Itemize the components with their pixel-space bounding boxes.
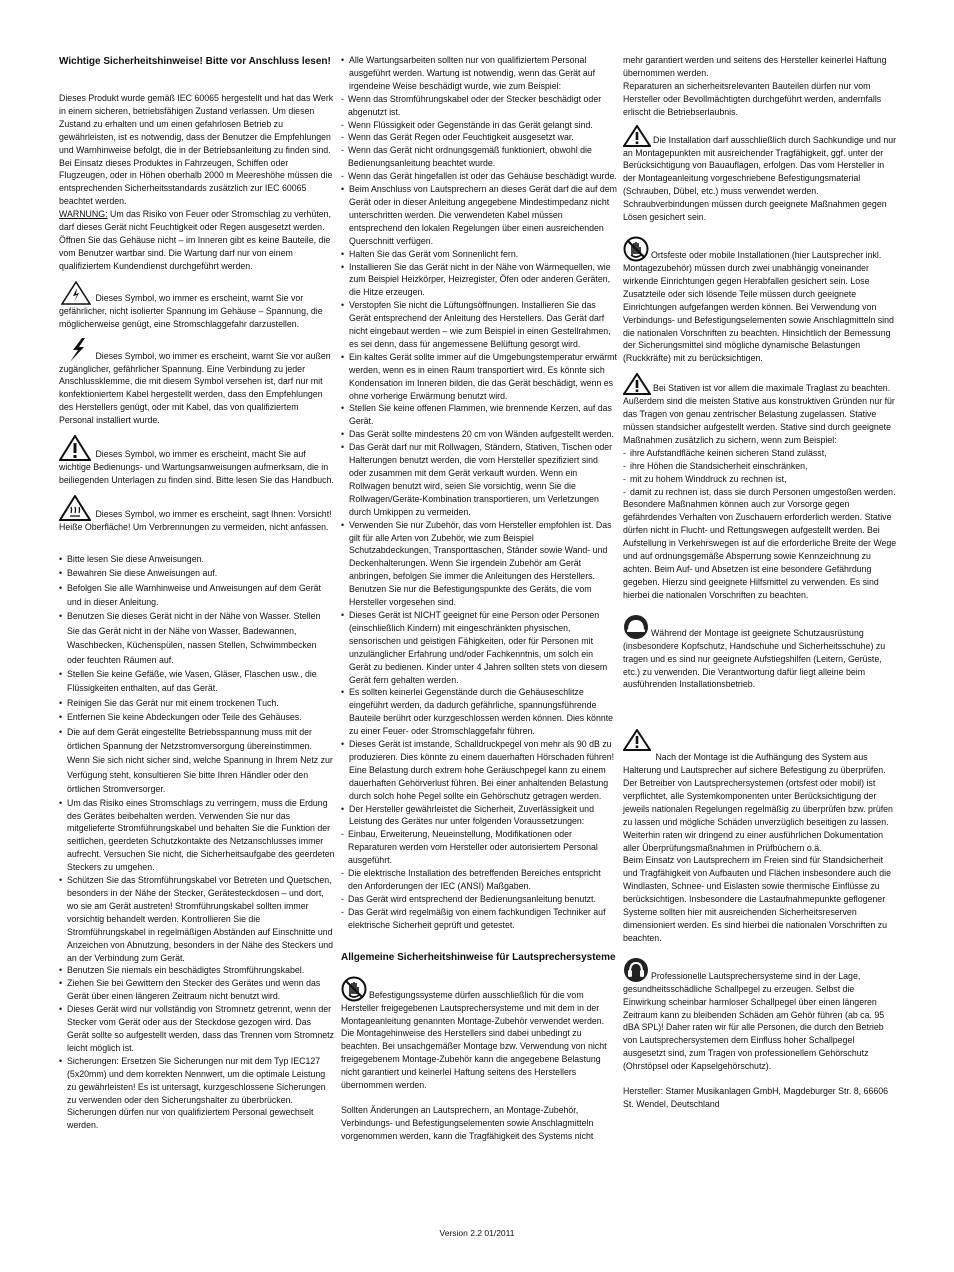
- list-item: - Wenn das Gerät Regen oder Feuchtigkeit ausgesetzt war.: [341, 131, 617, 144]
- symbol-exclamation-paragraph: [59, 435, 335, 487]
- list-item: • Die auf dem Gerät eingestellte Betriebsspannung muss mit der örtlichen Spannung der Netzstromversorgung übereinstimmen. Wenn Sie sich nicht sicher sind, welche Spannung in Ihrem Netz zur Verfügung steht, konsultieren Sie bitte Ihren Händler oder den örtlichen Stromversorger.: [59, 725, 335, 797]
- list-item: • Dieses Gerät ist NICHT geeignet für eine Person oder Personen (einschließlich Kindern) mit eingeschränkten physischen, sensorischen und geistigen Fähigkeiten, oder für Personen mit unzulänglicher Erfahrung und/oder Fachkenntnis, um solch ein Gerät zu bedienen. Kinder unter 4 Jahren sollten stets von diesem Gerät fern gehalten werden.: [341, 609, 617, 686]
- professional-speakers-text: Professionelle Lautsprechersysteme sind in der Lage, gesundheitsschädliche Schallpegel zu erzeugen. Selbst die Einwirkung scheinbar harmloser Schallpegel über einen längeren Zeitraum kann zu bleibenden Schäden am Gehör führen (ab ca. 95 dBA SPL)! Daher raten wir für alle Personen, die durch den Betrieb von Lautsprechersystemen dem Einfluss hoher Schallpegel ausgesetzt sind, zum Tragen von professionellem Gehörschutz (Ohrstöpsel oder Kapselgehörschutz).: [623, 970, 885, 1072]
- list-item: • Dieses Gerät ist imstande, Schalldruckpegel von mehr als 90 dB zu produzieren. Dies könnte zu einem dauerhaften Hörschaden führen! Eine Belastung durch extrem hohe Geräuschpegel kann zu einem dauerhaften Gehörverlust führen. Bei einer anhaltenden Belastung durch solch hohe Pegel sollte ein Gehörschutz getragen werden.: [341, 738, 617, 803]
- symbol-voltage-text: Dieses Symbol, wo immer es erscheint, warnt Sie vor gefährlicher, nicht isolierter Spannung im Gehäuse – Spannung, die möglicherweise genügt, eine Stromschlaggefahr darzustellen.: [59, 292, 323, 329]
- list-item: • Das Gerät darf nur mit Rollwagen, Ständern, Stativen, Tischen oder Halterungen benutzt werden, die vom Hersteller spezifiziert sind oder zusammen mit dem Gerät verkauft wurden. Wenn ein Rollwagen benutzt wird, seien Sie vorsichtig, wenn Sie die Rollwagen/Geräte-Kombination transportieren, um Verletzungen durch Umkippen zu vermeiden.: [341, 441, 617, 518]
- list-item: • Ziehen Sie bei Gewittern den Stecker des Gerätes und wenn das Gerät über einen längeren Zeitraum nicht benutzt wird.: [59, 977, 335, 1003]
- warning-label: WARNUNG:: [59, 209, 108, 220]
- exclamation-triangle-icon: [623, 373, 651, 395]
- speaker-safety-title: Allgemeine Sicherheitshinweise für Lautsprechersysteme: [341, 951, 616, 963]
- list-item: • Reinigen Sie das Gerät nur mit einem trockenen Tuch.: [59, 696, 335, 710]
- symbol-lightning-paragraph: [59, 337, 335, 428]
- col2-maintenance-dashes: [341, 93, 617, 183]
- list-item: • Alle Wartungsarbeiten sollten nur von qualifiziertem Personal ausgeführt werden. Wartung ist notwendig, wenn das Gerät auf irgendeine Weise beschädigt wurde, wie zum Beispiel:: [341, 54, 617, 93]
- tripods-paragraph: [623, 373, 899, 447]
- assembly-paragraph: [623, 614, 899, 692]
- symbol-voltage-paragraph: [59, 281, 335, 331]
- mounting-systems-text: Befestigungssysteme dürfen ausschließlich für die vom Hersteller freigegebenen Lautsprechersysteme und mit dem in der Montageanleitung genannten Montage-Zubehör verwendet werden. Die Montagehinweise des Herstellers sind dabei unbedingt zu beachten. Bei unsachgemäßer Montage bzw. Verwendung von nicht freigegebenem Montage-Zubehör kann die angegebene Belastung nicht garantiert und keinerlei Haftung seitens des Herstellers übernommen werden.: [341, 989, 607, 1091]
- symbol-hot-text: Dieses Symbol, wo immer es erscheint, sagt Ihnen: Vorsicht! Heiße Oberfläche! Um Verbrennungen zu vermeiden, nicht anfassen.: [59, 508, 332, 532]
- list-item: • Beim Anschluss von Lautsprechern an dieses Gerät darf die auf dem Gerät oder in dieser Anleitung angegebene Mindestimpedanz nicht unterschritten werden. Die verwendeten Kabel müssen entsprechend den lokalen Regelungen über einen ausreichenden Querschnitt verfügen.: [341, 183, 617, 248]
- list-item: • Schützen Sie das Stromführungskabel vor Betreten und Quetschen, besonders in der Nähe der Stecker, Gerätesteckdosen – und dort, wo sie am Gerät austreten! Stromführungskabel sollten immer vorsichtig behandelt werden. Kontrollieren Sie die Stromführungskabel in regelmäßigen Abständen auf Einschnitte und Anzeichen von Abnutzung, besonders in der Nähe des Steckers und an der Verbindung zum Gerät.: [59, 874, 335, 964]
- exclamation-triangle-icon: [623, 716, 651, 764]
- exclamation-triangle-icon: [59, 435, 91, 461]
- column-3: [623, 54, 899, 1111]
- installation-text: Die Installation darf ausschließlich durch Sachkundige und nur an Montagepunkten mit ausreichender Tragfähigkeit, ggf. unter der Berücksichtigung von Bauauflagen, erfolgen. Das vom Hersteller in der Montageanleitung vorgeschriebene Befestigungsmaterial (Schrauben, Dübel, etc.) muss verwendet werden. Schraubverbindungen müssen durch geeignete Maßnahmen gegen Lösen gesichert sein.: [623, 134, 897, 223]
- mounting-systems-paragraph: [341, 976, 617, 1092]
- list-item: • Stellen Sie keine Gefäße, wie Vasen, Gläser, Flaschen usw., die Flüssigkeiten enthalten, auf das Gerät.: [59, 667, 335, 696]
- assembly-text: Während der Montage ist geeignete Schutzausrüstung (insbesondere Kopfschutz, Handschuhe und Sicherheitsschuhe) zu tragen und es sind nur geeignete Aufstiegshilfen (Leitern, Gerüste, etc.) zu verwenden. Die Verantwortung dafür liegt alleine beim ausführenden Installationsbetrieb.: [623, 627, 886, 690]
- version-footer: Version 2.2 01/2011: [439, 1228, 515, 1238]
- list-item: - ihre Höhen die Standsicherheit einschränken,: [623, 460, 899, 473]
- list-item: • Bitte lesen Sie diese Anweisungen.: [59, 552, 335, 566]
- no-hand-icon: [623, 236, 649, 262]
- safety-title: Wichtige Sicherheitshinweise! Bitte vor Anschluss lesen!: [59, 56, 331, 67]
- list-item: • Halten Sie das Gerät vom Sonnenlicht fern.: [341, 248, 617, 261]
- list-item: • Um das Risiko eines Stromschlags zu verringern, muss die Erdung des Gerätes beibehalten werden. Verwenden Sie nur das mitgelieferte Stromführungskabel und behalten Sie die Funktion der seitlichen, geerdeten Schutzkontakte des Netzanschlusses immer aufrecht. Versuchen Sie nicht, die Sicherheitsaufgabe des geerdeten Steckers zu umgehen.: [59, 797, 335, 874]
- exclamation-triangle-icon: [623, 125, 651, 147]
- hot-surface-triangle-icon: [59, 495, 91, 521]
- column-1: [59, 54, 335, 1132]
- list-item: - damit zu rechnen ist, dass sie durch Personen umgestoßen werden.: [623, 486, 899, 499]
- column-2: [341, 54, 617, 1143]
- warning-paragraph: [59, 208, 335, 273]
- suspension-check-text: Nach der Montage ist die Aufhängung des System aus Halterung und Lautsprecher auf sichere Befestigung zu überprüfen. Der Betreiber von Lautsprechersystemen (ortsfest oder mobil) ist verpflichtet, alle Systemkomponenten unter Berücksichtigung der jeweils nationalen Regelungen regelmäßig zu überprüfen bzw. prüfen zu lassen und mögliche Schäden unverzüglich beseitigen zu lassen. Weiterhin raten wir dringend zu einer ausführlichen Dokumentation aller Überprüfungsmaßnahmen in Prüfbüchern o.ä. Beim Einsatz von Lautsprechern im Freien sind für Standsicherheit und Tragfähigkeit von Aufbauten und Flächen insbesondere auch die Windlasten, Schnee- und Eislasten sowie thermische Einflüsse zu berücksichtigen. Insbesondere die Lastaufnahmepunkte geflogener Systeme sollten hier mit ausreichenden Sicherheitsreserven dimensioniert werden. Es sind hierbei die nationalen Vorschriften zu beachten.: [623, 752, 893, 943]
- list-item: • Benutzen Sie niemals ein beschädigtes Stromführungskabel.: [59, 964, 335, 977]
- list-item: - ihre Aufstandfläche keinen sicheren Stand zulässt,: [623, 447, 899, 460]
- fixed-installation-text: Ortsfeste oder mobile Installationen (hier Lautsprecher inkl. Montagezubehör) müssen durch zwei unabhängig voneinander wirkende Einrichtungen gegen Herabfallen gesichert sein. Lose Zusatzteile oder sich lösende Teile müssen durch geeignete Einrichtungen aufgefangen werden können. Bei Verwendung von Verbindungs- und Befestigungselementen sowie Anschlagmitteln sind die nationalen Vorschriften zu beachten. Hinsichtlich der Bemessung der Sicherungsmittel sind mögliche dynamische Belastungen (Ruckkräfte) mit zu berücksichtigen.: [623, 250, 894, 364]
- manufacturer-address: Hersteller: Stamer Musikanlagen GmbH, Magdeburger Str. 8, 66606 St. Wendel, Deutschland: [623, 1086, 889, 1109]
- list-item: • Es sollten keinerlei Gegenstände durch die Gehäuseschlitze eingeführt werden, da dadurch gefährliche, spannungsführende Bauteile berührt oder kurzgeschlossen werden können. Dies könnte zu einer Feuer- oder Stromschlaggefahr führen.: [341, 686, 617, 738]
- fixed-installation-paragraph: [623, 236, 899, 365]
- installation-paragraph: [623, 125, 899, 224]
- list-item: • Verstopfen Sie nicht die Lüftungsöffnungen. Installieren Sie das Gerät entsprechend der Anleitung des Herstellers. Das Gerät darf nicht eingebaut werden – wie zum Beispiel in einen Gestellrahmen, es sei denn, dass für angemessene Belüftung gesorgt wird.: [341, 299, 617, 351]
- list-item: • Ein kaltes Gerät sollte immer auf die Umgebungstemperatur erwärmt werden, wenn es in einen Raum transportiert wird. Es könnte sich Kondensation im Inneren bilden, die das Gerät beschädigt, wenn es ohne vorherige Erwärmung benutzt wird.: [341, 351, 617, 403]
- warning-text: Um das Risiko von Feuer oder Stromschlag zu verhüten, darf dieses Gerät nicht Feuchtigkeit oder Regen ausgesetzt werden. Öffnen Sie das Gehäuse nicht – im Inneren gibt es keine Bauteile, die vom Benutzer wartbar sind. Die Wartung darf nur von einem qualifiziertem Kundendienst durchgeführt werden.: [59, 209, 331, 271]
- suspension-check-paragraph: [623, 703, 899, 944]
- list-item: - mit zu hohem Winddruck zu rechnen ist,: [623, 473, 899, 486]
- list-item: - Das Gerät wird regelmäßig von einem fachkundigen Techniker auf elektrische Sicherheit geprüft und getestet.: [341, 906, 617, 932]
- list-item: • Installieren Sie das Gerät nicht in der Nähe von Wärmequellen, wie zum Beispiel Heizkörper, Heizregister, Öfen oder anderen Geräten, die Hitze erzeugen.: [341, 261, 617, 300]
- list-item: - Die elektrische Installation des betreffenden Bereiches entspricht den Anforderungen der IEC (ANSI) Maßgaben.: [341, 867, 617, 893]
- col1-bullet-list: [59, 552, 335, 1132]
- tripods-text: Bei Stativen ist vor allem die maximale Traglast zu beachten. Außerdem sind die meisten Stative aus konstruktiven Gründen nur für das Tragen von genau zentrischer Belastung zugelassen. Stative müssen standsicher aufgestellt werden. Stative sind durch geeignete Maßnahmen zusätzlich zu sichern, wenn zum Beispiel:: [623, 383, 895, 445]
- list-item: • Verwenden Sie nur Zubehör, das vom Hersteller empfohlen ist. Das gilt für alle Arten von Zubehör, wie zum Beispiel Schutzabdeckungen, Transporttaschen, Ständer sowie Wand- und Deckenhalterungen. Wenn Sie irgendein Zubehör am Gerät anbringen, befolgen Sie immer die Anleitungen des Herstellers. Benutzen Sie nur die Befestigungspunkte des Geräts, die vom Hersteller vorgesehen sind.: [341, 519, 617, 609]
- tripods-dashes: [623, 447, 899, 499]
- col2-maintenance-list: [341, 54, 617, 93]
- list-item: • Sicherungen: Ersetzen Sie Sicherungen nur mit dem Typ IEC127 (5x20mm) und dem korrekten Nennwert, um die optimale Leistung zu gewährleisten! Es ist untersagt, kurzgeschlossene Sicherungen zu verwenden oder den Sicherungshalter zu überbrücken. Sicherungen dürfen nur von qualifiziertem Personal gewechselt werden.: [59, 1055, 335, 1132]
- list-item: - Wenn Flüssigkeit oder Gegenstände in das Gerät gelangt sind.: [341, 119, 617, 132]
- list-item: • Das Gerät sollte mindestens 20 cm von Wänden aufgestellt werden.: [341, 428, 617, 441]
- voltage-triangle-icon: [61, 281, 91, 305]
- list-item: • Bewahren Sie diese Anweisungen auf.: [59, 566, 335, 580]
- continuation-paragraph: mehr garantiert werden und seitens des Hersteller keinerlei Haftung übernommen werden. Reparaturen an sicherheitsrelevanten Bauteilen dürfen nur vom Hersteller oder Bevollmächtigten durchgeführt werden, andernfalls erlischt die Betriebserlaubnis.: [623, 55, 887, 117]
- list-item: • Der Hersteller gewährleistet die Sicherheit, Zuverlässigkeit und Leistung des Gerätes nur unter folgenden Voraussetzungen:: [341, 803, 617, 829]
- no-hand-icon: [341, 976, 367, 1002]
- list-item: - Das Gerät wird entsprechend der Bedienungsanleitung benutzt.: [341, 893, 617, 906]
- list-item: • Befolgen Sie alle Warnhinweise und Anweisungen auf dem Gerät und in dieser Anleitung.: [59, 581, 335, 610]
- intro-paragraph: Dieses Produkt wurde gemäß IEC 60065 hergestellt und hat das Werk in einem sicheren, betriebsfähigen Zustand verlassen. Um diesen Zustand zu erhalten und um einen gefahrlosen Betrieb zu gewährleisten, ist es notwendig, dass der Benutzer die Empfehlungen und Warnhinweise befolgt, die in der Betriebsanleitung zu finden sind. Bei Einsatz dieses Produktes in Fahrzeugen, Schiffen oder Flugzeugen, oder in Höhen oberhalb 2000 m Meereshöhe müssen die entsprechenden Sicherheitsstandards zusätzlich zur IEC 60065 beachtet werden.: [59, 93, 334, 207]
- col2-bullet-list: [341, 183, 617, 828]
- list-item: - Wenn das Stromführungskabel oder der Stecker beschädigt oder abgenutzt ist.: [341, 93, 617, 119]
- professional-speakers-paragraph: [623, 957, 899, 1073]
- list-item: • Entfernen Sie keine Abdeckungen oder Teile des Gehäuses.: [59, 710, 335, 724]
- symbol-lightning-text: Dieses Symbol, wo immer es erscheint, warnt Sie vor außen zugänglicher, gefährlicher Spannung. Eine Verbindung zu jeder Anschlussklemme, die mit diesem Symbol versehen ist, darf nur mit konfektioniertem Kabel hergestellt werden, dass den Empfehlungen des Herstellers genügt, oder mit Kabel, das von qualifiziertem Personal installiert wurde.: [59, 350, 331, 426]
- ear-protection-icon: [623, 957, 649, 983]
- list-item: • Dieses Gerät wird nur vollständig von Stromnetz getrennt, wenn der Stecker vom Gerät oder aus der Steckdose gezogen wird. Das Gerät sollte so aufgestellt werden, dass das Trennen vom Stromnetz leicht möglich ist.: [59, 1003, 335, 1055]
- col2-manufacturer-dashes: [341, 828, 617, 931]
- list-item: • Benutzen Sie dieses Gerät nicht in der Nähe von Wasser. Stellen Sie das Gerät nicht in der Nähe von Wasser, Badewannen, Waschbecken, Küchenspülen, nassen Stellen, Schwimmbecken oder feuchten Räumen auf.: [59, 609, 335, 667]
- special-measures-paragraph: Besondere Maßnahmen können auch zur Vorsorge gegen gefährdendes Verhalten von Zuschauern erforderlich werden. Stative dürfen nicht in Flucht- und Rettungswegen aufgestellt werden. Bei Aufstellung in Verkehrswegen ist auf die erforderliche Breite der Wege und auf ordnungsgemäße Absperrung sowie Kennzeichnung zu achten. Beim Auf- und Absetzen ist eine besondere Gefährdung gegeben. Hierzu sind geeignete Hilfsmittel zu verwenden. Es sind hierbei die nationalen Vorschriften zu beachten.: [623, 499, 897, 600]
- lightning-bolt-icon: [65, 337, 91, 363]
- list-item: - Einbau, Erweiterung, Neueinstellung, Modifikationen oder Reparaturen werden vom Hersteller oder autorisiertem Personal ausgeführt.: [341, 828, 617, 867]
- symbol-exclamation-text: Dieses Symbol, wo immer es erscheint, macht Sie auf wichtige Bedienungs- und Wartungsanweisungen aufmerksam, die in beiliegenden Unterlagen zu finden sind. Bitte lesen Sie das Handbuch.: [59, 449, 334, 485]
- helmet-icon: [623, 614, 649, 640]
- list-item: - Wenn das Gerät nicht ordnungsgemäß funktioniert, obwohl die Bedienungsanleitung beachtet wurde.: [341, 144, 617, 170]
- list-item: - Wenn das Gerät hingefallen ist oder das Gehäuse beschädigt wurde.: [341, 170, 617, 183]
- list-item: • Stellen Sie keine offenen Flammen, wie brennende Kerzen, auf das Gerät.: [341, 402, 617, 428]
- modifications-paragraph: Sollten Änderungen an Lautsprechern, an Montage-Zubehör, Verbindungs- und Befestigungselementen sowie Anschlagmitteln vorgenommen werden, kann die Tragfähigkeit des Systems nicht: [341, 1104, 594, 1141]
- symbol-hot-paragraph: [59, 495, 335, 534]
